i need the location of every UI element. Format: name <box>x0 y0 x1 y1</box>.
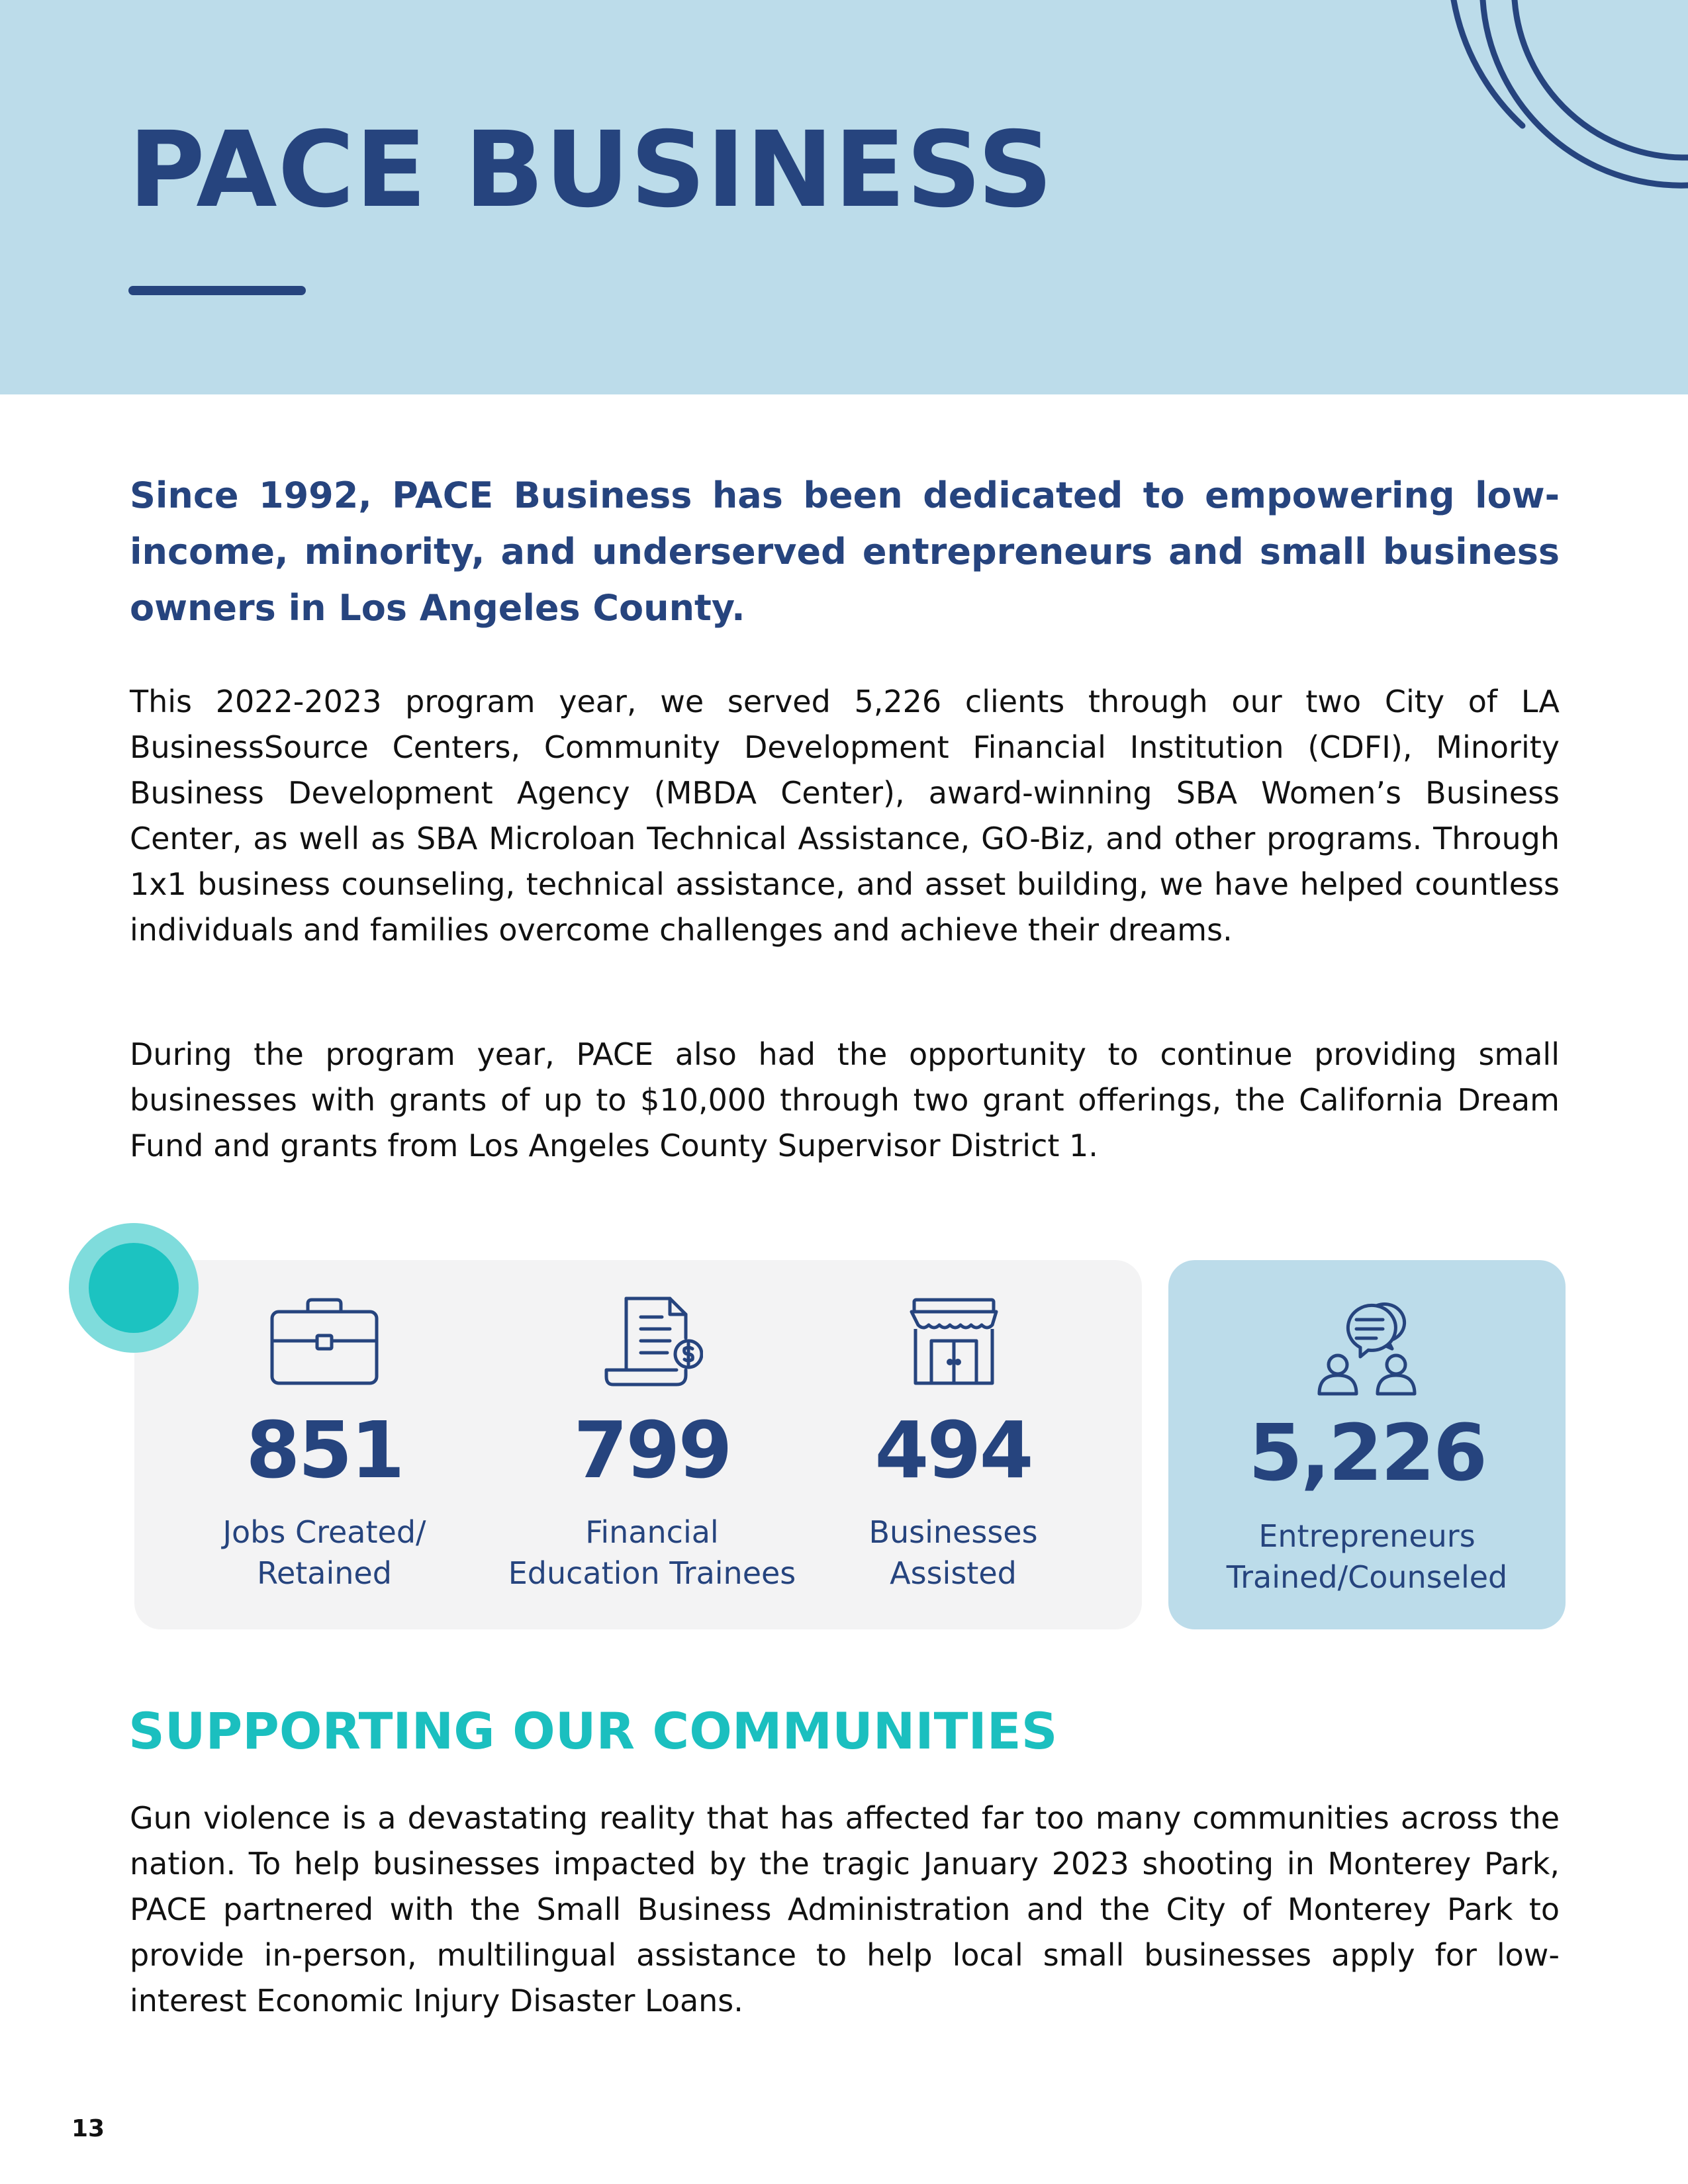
briefcase-icon <box>269 1297 379 1386</box>
title-underline <box>128 286 306 295</box>
stat-value: 851 <box>246 1404 403 1496</box>
decorative-teal-dot <box>69 1223 199 1353</box>
stat-label: Entrepreneurs <box>1258 1518 1476 1554</box>
page-title: PACE BUSINESS <box>128 109 1054 231</box>
stat-label: Trained/Counseled <box>1226 1559 1508 1595</box>
stat-label: Jobs Created/ <box>222 1514 426 1550</box>
stat-label: Assisted <box>890 1555 1017 1591</box>
storefront-icon <box>909 1297 999 1386</box>
intro-paragraph-1: This 2022-2023 program year, we served 5,226 clients through our two City of LA BusinessSource Centers, Community Development Financial Institution (CDFI), Minority Business Development Agency (MBDA Center), award-winning SBA Women’s Business Center, as well as SBA Microloan Technical Assistance, GO-Biz, and other programs. Through 1x1 business counseling, technical assistance, and asset building, we have helped countless individuals and families overcome challenges and achieve their dreams. <box>130 684 1560 948</box>
community-paragraph: Gun violence is a devastating reality that has affected far too many communities across the nation. To help businesses impacted by the tragic January 2023 shooting in Monterey Park, PACE partnered with the Small Business Administration and the City of Monterey Park to provide in-person, multilingual assistance to help local small businesses apply for low-interest Economic Injury Disaster Loans. <box>130 1800 1560 2019</box>
stat-label: Education Trainees <box>508 1555 796 1591</box>
stat-label: Retained <box>257 1555 392 1591</box>
counseling-icon <box>1314 1297 1420 1396</box>
header-band <box>0 0 1688 394</box>
stat-value: 494 <box>874 1404 1032 1496</box>
decorative-arcs <box>1443 0 1688 199</box>
stat-entrepreneurs <box>1168 1260 1566 1629</box>
stat-value: 5,226 <box>1248 1407 1486 1498</box>
section-heading-communities: SUPPORTING OUR COMMUNITIES <box>128 1702 1058 1760</box>
page-number: 13 <box>71 2115 105 2142</box>
stat-value: 799 <box>573 1404 731 1496</box>
invoice-icon <box>604 1296 703 1388</box>
stat-label: Businesses <box>868 1514 1038 1550</box>
stat-financial-education <box>493 1260 811 1629</box>
stat-businesses <box>841 1260 1066 1629</box>
stat-jobs <box>185 1260 463 1629</box>
intro-lead: Since 1992, PACE Business has been dedicated to empowering low-income, minority, and underserved entrepreneurs and small business owners in Los Angeles County. <box>130 475 1560 629</box>
intro-paragraph-2: During the program year, PACE also had the opportunity to continue providing small businesses with grants of up to $10,000 through two grant offerings, the California Dream Fund and grants from Los Angeles County Supervisor District 1. <box>130 1036 1560 1163</box>
stat-label: Financial <box>585 1514 719 1550</box>
